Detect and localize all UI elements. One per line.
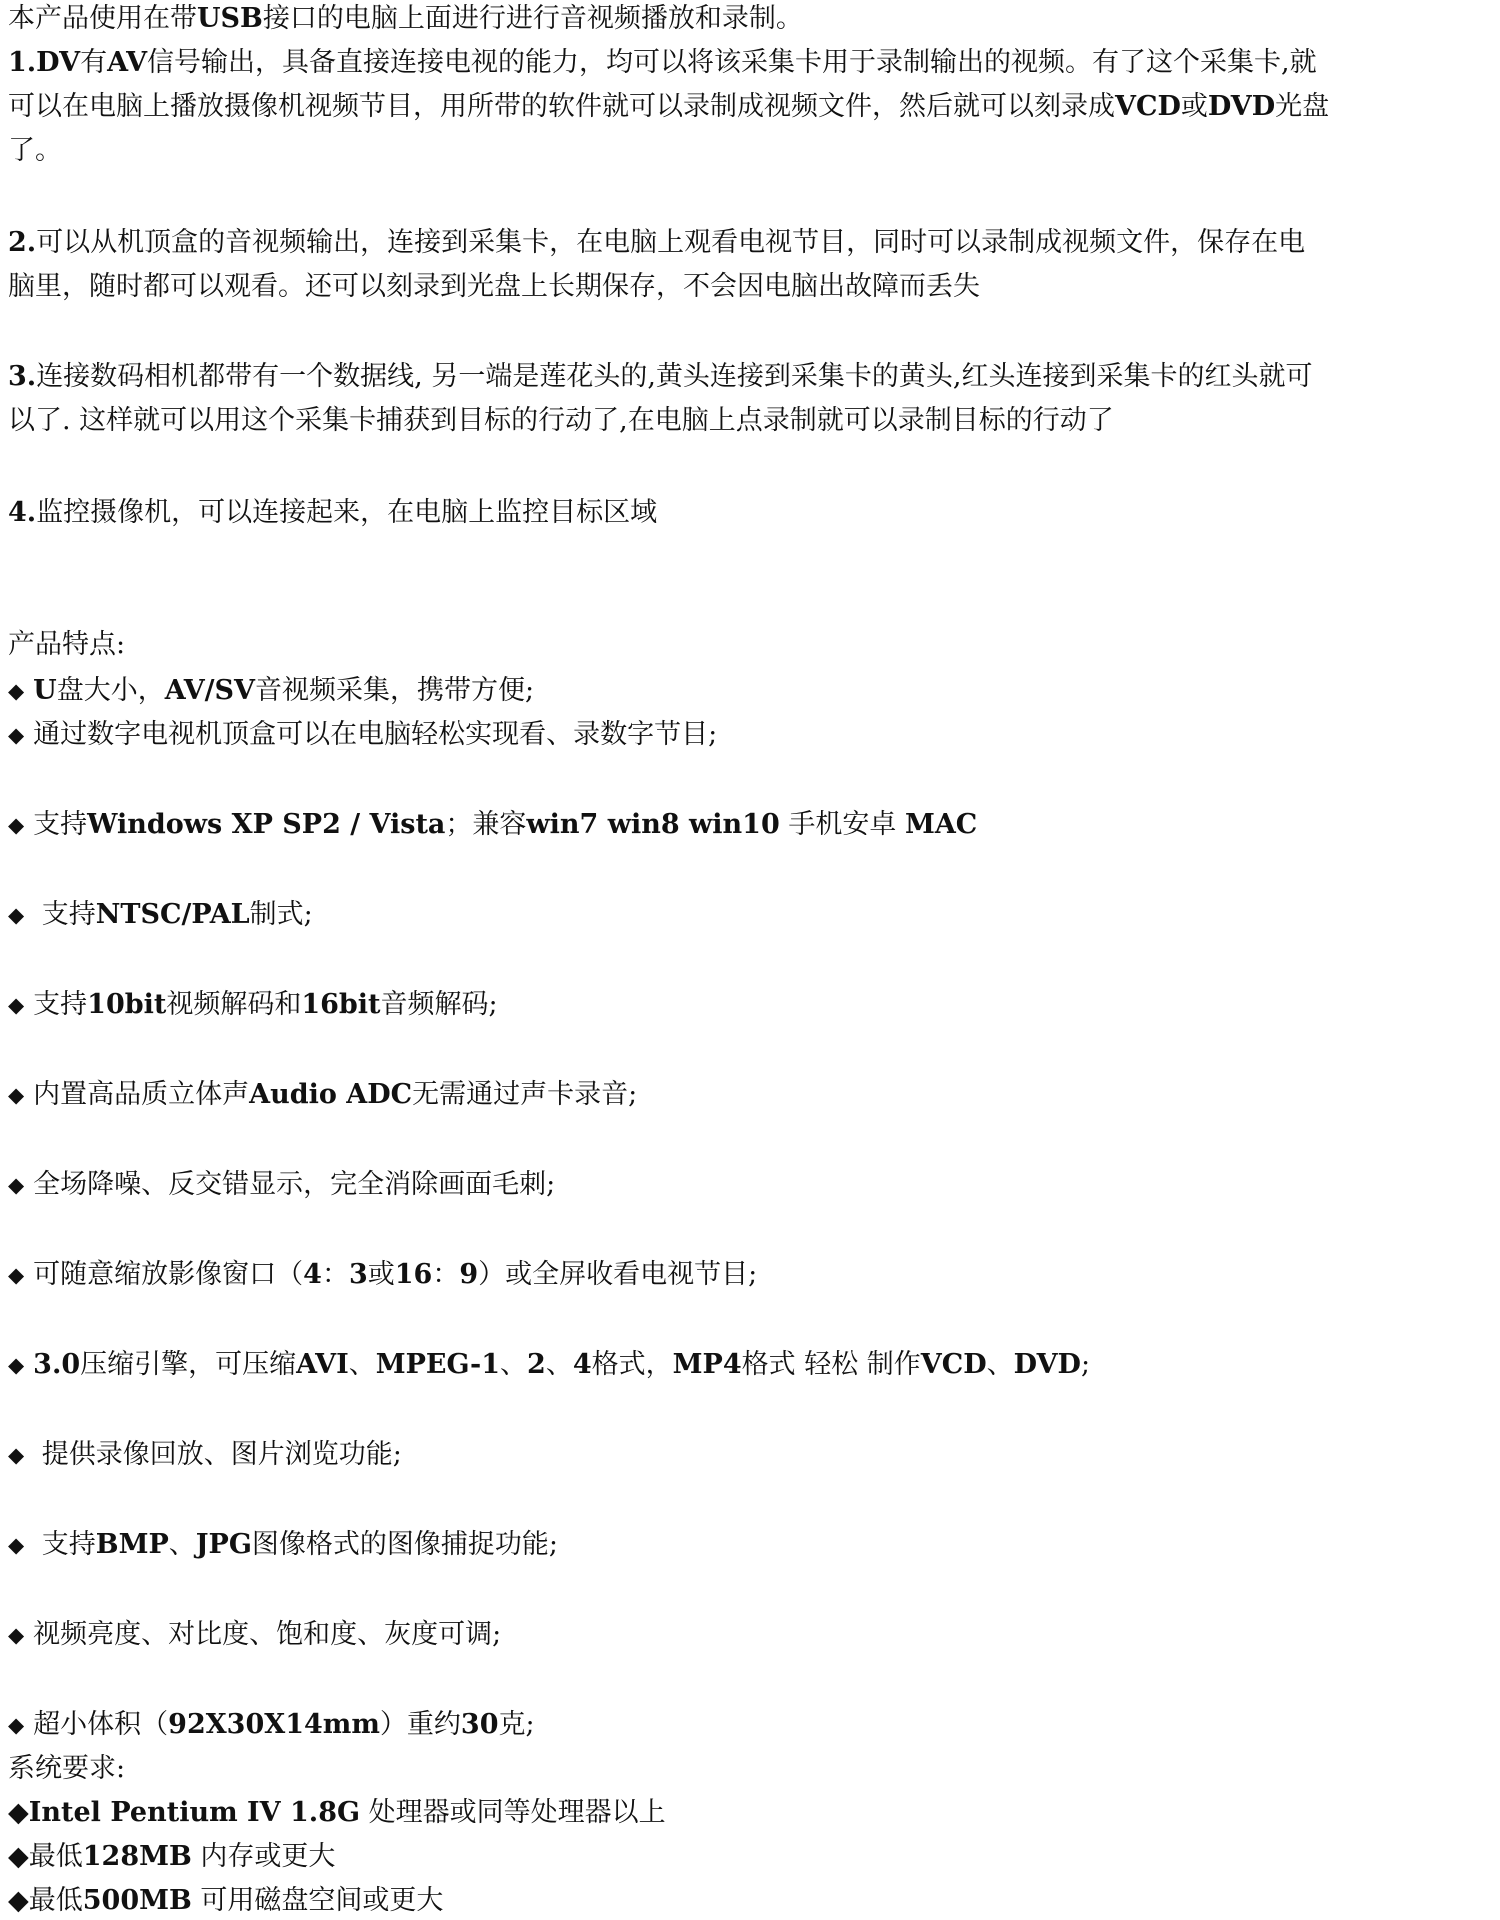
- text-run: 1.DV: [8, 47, 81, 78]
- text-run: 内置高品质立体声: [33, 1079, 250, 1110]
- text-run: 音频解码;: [380, 989, 498, 1020]
- diamond-bullet-icon: ◆: [8, 1173, 25, 1197]
- feature-item: [8, 1438, 402, 1472]
- intro-line: [8, 2, 803, 36]
- text-run: ：: [432, 1259, 460, 1290]
- text-run: 提供录像回放、图片浏览功能;: [33, 1439, 402, 1470]
- text-run: 支持: [33, 1529, 96, 1560]
- text-run: 、: [500, 1349, 528, 1380]
- text-run: USB: [197, 3, 263, 34]
- text-run: 监控摄像机，可以连接起来，在电脑上监控目标区域: [36, 497, 658, 528]
- text-run: win7 win8 win10: [526, 809, 780, 840]
- intro-line: [8, 90, 1329, 124]
- text-run: 最低: [28, 1885, 83, 1916]
- text-run: 2: [527, 1349, 546, 1380]
- text-run: 处理器或同等处理器以上: [360, 1797, 666, 1828]
- intro-line: [8, 496, 657, 530]
- diamond-bullet-icon: ◆: [8, 1713, 25, 1737]
- text-run: 制式;: [249, 899, 313, 930]
- intro-line: [8, 360, 1313, 394]
- text-run: 可用磁盘空间或更大: [191, 1885, 444, 1916]
- text-run: 信号输出，具备直接连接电视的能力，均可以将该采集卡用于录制输出的视频。有了这个采集卡,就: [147, 47, 1317, 78]
- feature-item: [8, 1348, 1090, 1382]
- text-run: 可以从机顶盒的音视频输出，连接到采集卡，在电脑上观看电视节目，同时可以录制成视频文件，保存在电: [36, 227, 1306, 258]
- text-run: NTSC/PAL: [95, 899, 250, 930]
- text-run: 格式，: [591, 1349, 673, 1380]
- text-run: 3.0: [33, 1349, 81, 1380]
- feature-item: [8, 1528, 558, 1562]
- diamond-bullet-icon: ◆: [8, 1841, 29, 1872]
- text-run: MP4: [672, 1349, 742, 1380]
- text-run: 500MB: [82, 1885, 192, 1916]
- text-run: 压缩引擎，可压缩: [80, 1349, 297, 1380]
- text-run: MPEG-1: [375, 1349, 501, 1380]
- intro-line: [8, 134, 62, 168]
- text-run: 或: [367, 1259, 395, 1290]
- feature-item: [8, 1708, 535, 1742]
- diamond-bullet-icon: ◆: [8, 813, 25, 837]
- text-run: 通过数字电视机顶盒可以在电脑轻松实现看、录数字节目;: [33, 719, 718, 750]
- text-run: 10bit: [87, 989, 167, 1020]
- intro-line: [8, 226, 1305, 260]
- text-run: 脑里，随时都可以观看。还可以刻录到光盘上长期保存，不会因电脑出故障而丢失: [8, 271, 980, 302]
- diamond-bullet-icon: ◆: [8, 1623, 25, 1647]
- text-run: 光盘: [1275, 91, 1330, 122]
- text-run: 支持: [33, 989, 88, 1020]
- text-run: Windows XP SP2 / Vista: [87, 809, 446, 840]
- text-run: 4: [303, 1259, 322, 1290]
- feature-item: [8, 718, 717, 752]
- text-run: 克;: [498, 1709, 535, 1740]
- text-run: AV: [107, 47, 148, 78]
- text-run: MAC: [904, 809, 978, 840]
- text-run: 本产品使用在带: [8, 3, 197, 34]
- text-run: 9: [459, 1259, 479, 1290]
- requirement-item: [8, 1884, 443, 1918]
- text-run: 支持: [33, 809, 88, 840]
- text-run: Audio ADC: [249, 1079, 413, 1110]
- section-heading: 产品特点:: [8, 629, 126, 660]
- diamond-bullet-icon: ◆: [8, 679, 25, 703]
- text-run: DVD: [1013, 1349, 1081, 1380]
- feature-item: [8, 1078, 637, 1112]
- text-run: 无需通过声卡录音;: [412, 1079, 638, 1110]
- text-run: VCD: [1115, 91, 1181, 122]
- text-run: 全场降噪、反交错显示，完全消除画面毛刺;: [33, 1169, 556, 1200]
- text-run: 128MB: [82, 1841, 192, 1872]
- feature-item: [8, 808, 977, 842]
- text-run: 、: [986, 1349, 1014, 1380]
- text-run: 视频解码和: [166, 989, 302, 1020]
- diamond-bullet-icon: ◆: [8, 1353, 25, 1377]
- text-run: 支持: [33, 899, 96, 930]
- text-run: 30: [460, 1709, 499, 1740]
- diamond-bullet-icon: ◆: [8, 1083, 25, 1107]
- text-run: 3.: [8, 361, 37, 392]
- text-run: ）重约: [379, 1709, 461, 1740]
- feature-item: [8, 988, 498, 1022]
- requirement-item: [8, 1796, 666, 1830]
- feature-item: [8, 674, 534, 708]
- text-run: 、: [348, 1349, 376, 1380]
- text-run: 有: [80, 47, 108, 78]
- text-run: VCD: [920, 1349, 987, 1380]
- diamond-bullet-icon: ◆: [8, 993, 25, 1017]
- text-run: 可以在电脑上播放摄像机视频节目，用所带的软件就可以录制成视频文件，然后就可以刻录成: [8, 91, 1115, 122]
- section-heading: 系统要求:: [8, 1753, 126, 1784]
- text-run: 手机安卓: [779, 809, 905, 840]
- text-run: ：: [321, 1259, 349, 1290]
- text-run: BMP: [95, 1529, 169, 1560]
- text-run: 可随意缩放影像窗口（: [33, 1259, 304, 1290]
- diamond-bullet-icon: ◆: [8, 723, 25, 747]
- intro-line: [8, 46, 1317, 80]
- text-run: 内存或更大: [191, 1841, 336, 1872]
- diamond-bullet-icon: ◆: [8, 1797, 29, 1828]
- text-run: 超小体积（: [33, 1709, 169, 1740]
- intro-line: [8, 270, 980, 304]
- feature-item: [8, 1258, 757, 1292]
- text-run: 16bit: [301, 989, 381, 1020]
- text-run: 、: [168, 1529, 196, 1560]
- requirement-item: [8, 1840, 335, 1874]
- text-run: 格式 轻松 制作: [741, 1349, 921, 1380]
- text-run: 3: [348, 1259, 368, 1290]
- intro-line: [8, 404, 1114, 438]
- feature-item: [8, 898, 313, 932]
- feature-item: [8, 1168, 555, 1202]
- feature-item: [8, 1618, 501, 1652]
- text-run: 视频亮度、对比度、饱和度、灰度可调;: [33, 1619, 502, 1650]
- text-run: 连接数码相机都带有一个数据线, 另一端是莲花头的,黄头连接到采集卡的黄头,红头连接到采集卡的红头就可: [36, 361, 1313, 392]
- text-run: 最低: [28, 1841, 83, 1872]
- diamond-bullet-icon: ◆: [8, 1263, 25, 1287]
- text-run: JPG: [195, 1529, 252, 1560]
- text-run: 或: [1180, 91, 1208, 122]
- text-run: 4.: [8, 497, 37, 528]
- text-run: AVI: [296, 1349, 349, 1380]
- diamond-bullet-icon: ◆: [8, 1443, 25, 1467]
- text-run: 接口的电脑上面进行进行音视频播放和录制。: [262, 3, 803, 34]
- text-run: 4: [572, 1349, 592, 1380]
- text-run: ）或全屏收看电视节目;: [478, 1259, 758, 1290]
- text-run: DVD: [1207, 91, 1276, 122]
- features-heading: [8, 628, 125, 662]
- text-run: 盘大小，: [56, 675, 165, 706]
- text-run: 以了. 这样就可以用这个采集卡捕获到目标的行动了,在电脑上点录制就可以录制目标的行动了: [8, 405, 1114, 436]
- diamond-bullet-icon: ◆: [8, 903, 25, 927]
- text-run: 2.: [8, 227, 37, 258]
- text-run: Intel Pentium IV 1.8G: [28, 1797, 361, 1828]
- text-run: 了。: [8, 135, 62, 166]
- text-run: 图像格式的图像捕捉功能;: [251, 1529, 559, 1560]
- text-run: 音视频采集，携带方便;: [254, 675, 535, 706]
- text-run: ;: [1080, 1349, 1091, 1380]
- text-run: AV/SV: [164, 675, 255, 706]
- text-run: 16: [394, 1259, 433, 1290]
- text-run: U: [33, 675, 57, 706]
- requirements-heading: [8, 1752, 125, 1786]
- text-run: ；兼容: [445, 809, 527, 840]
- text-run: 92X30X14mm: [168, 1709, 380, 1740]
- diamond-bullet-icon: ◆: [8, 1533, 25, 1557]
- text-run: 、: [545, 1349, 573, 1380]
- diamond-bullet-icon: ◆: [8, 1885, 29, 1916]
- document-page: [8, 0, 1492, 1920]
